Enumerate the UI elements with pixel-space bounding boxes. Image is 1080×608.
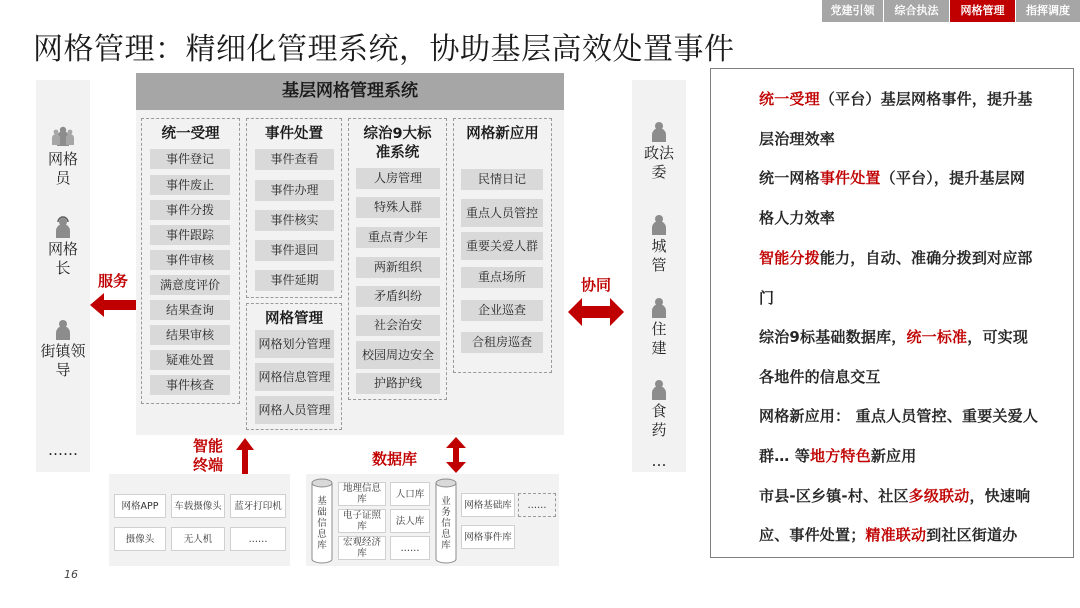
basic-db-label: 基础信息库 bbox=[317, 496, 327, 551]
role-political-legal bbox=[636, 120, 682, 182]
role-label-line2: 建 bbox=[651, 339, 667, 357]
terminal-camera[interactable]: 摄像头 bbox=[114, 527, 166, 551]
text-line-3: 统一网格事件处置（平台），提升基层网 bbox=[759, 169, 1026, 187]
item-public-security[interactable]: 社会治安 bbox=[356, 315, 440, 336]
text-line-12: 应、事件处置；精准联动到社区街道办 bbox=[759, 526, 1018, 544]
db-basic-more: …… bbox=[390, 536, 430, 560]
item-grid-division[interactable]: 网格划分管理 bbox=[255, 330, 334, 358]
db-population[interactable]: 人口库 bbox=[390, 482, 430, 506]
person-icon bbox=[649, 378, 669, 400]
top-nav bbox=[822, 0, 1080, 22]
item-campus-safety[interactable]: 校园周边安全 bbox=[356, 341, 440, 369]
item-enterprise-patrol[interactable]: 企业巡查 bbox=[461, 300, 543, 321]
item-event-register[interactable]: 事件登记 bbox=[150, 149, 230, 169]
terminal-bluetooth-printer[interactable]: 蓝牙打印机 bbox=[230, 494, 286, 518]
column-title: 统一受理 bbox=[161, 126, 220, 142]
system-header: 基层网格管理系统 bbox=[136, 73, 564, 110]
item-road-protection[interactable]: 护路护线 bbox=[356, 373, 440, 394]
item-shared-housing-patrol[interactable]: 合租房巡查 bbox=[461, 332, 543, 353]
page-title: 网格管理：精细化管理系统，协助基层高效处置事件 bbox=[33, 32, 735, 67]
headset-person-icon bbox=[53, 216, 73, 238]
item-housing[interactable]: 人房管理 bbox=[356, 168, 440, 189]
item-special-groups[interactable]: 特殊人群 bbox=[356, 197, 440, 218]
role-label-line1: 网格 bbox=[47, 240, 78, 258]
coop-label: 协同 bbox=[581, 276, 612, 294]
item-grid-info[interactable]: 网格信息管理 bbox=[255, 363, 334, 391]
text-line-7: 综治9标基础数据库，统一标准，可实现 bbox=[759, 328, 1029, 346]
column-title: 网格管理 bbox=[265, 311, 323, 327]
terminal-grid-app[interactable]: 网格APP bbox=[114, 494, 166, 518]
column-title: 网格新应用 bbox=[466, 126, 539, 142]
left-arrow-icon bbox=[90, 293, 136, 317]
person-icon bbox=[649, 213, 669, 235]
left-ellipsis: …… bbox=[48, 441, 78, 459]
terminals-panel bbox=[109, 474, 290, 566]
role-town-leader bbox=[36, 318, 90, 380]
item-event-abolish[interactable]: 事件废止 bbox=[150, 175, 230, 195]
role-label-line1: 网格 bbox=[47, 150, 78, 168]
text-line-1: 统一受理（平台）基层网格事件，提升基 bbox=[759, 90, 1033, 108]
item-key-places[interactable]: 重点场所 bbox=[461, 267, 543, 288]
role-label-line2: 长 bbox=[55, 259, 71, 277]
item-disputes[interactable]: 矛盾纠纷 bbox=[356, 286, 440, 307]
item-key-youth[interactable]: 重点青少年 bbox=[356, 227, 440, 248]
text-line-5: 智能分拨能力，自动、准确分拨到对应部 bbox=[759, 249, 1033, 267]
column-title-line2: 准系统 bbox=[375, 145, 420, 161]
db-geo-info[interactable]: 地理信息库 bbox=[338, 482, 386, 506]
nav-tab-party[interactable]: 党建引领 bbox=[822, 0, 884, 22]
right-ellipsis: … bbox=[651, 452, 667, 470]
item-difficult-handling[interactable]: 疑难处置 bbox=[150, 350, 230, 370]
db-grid-events[interactable]: 网格事件库 bbox=[461, 525, 515, 549]
item-event-review[interactable]: 事件审核 bbox=[150, 250, 230, 270]
updown-arrow-icon bbox=[446, 437, 466, 473]
db-macro-economy[interactable]: 宏观经济库 bbox=[338, 536, 386, 560]
role-label-line1: 食 bbox=[651, 402, 667, 420]
text-line-6: 门 bbox=[759, 289, 775, 307]
item-event-view[interactable]: 事件查看 bbox=[255, 149, 334, 170]
page-number: 16 bbox=[64, 568, 78, 581]
terminal-drone[interactable]: 无人机 bbox=[171, 527, 225, 551]
terminal-vehicle-camera[interactable]: 车载摄像头 bbox=[171, 494, 225, 518]
role-label-line1: 住 bbox=[651, 320, 667, 338]
role-label-line1: 城 bbox=[651, 237, 667, 255]
item-result-review[interactable]: 结果审核 bbox=[150, 325, 230, 345]
role-urban-management bbox=[636, 213, 682, 275]
role-label-line2: 导 bbox=[55, 361, 71, 379]
db-e-license[interactable]: 电子证照库 bbox=[338, 509, 386, 533]
text-line-11: 市县-区乡镇-村、社区多级联动，快速响 bbox=[759, 487, 1031, 505]
role-label-line1: 街镇领 bbox=[40, 342, 86, 360]
item-event-check[interactable]: 事件核实 bbox=[255, 210, 334, 231]
item-public-diary[interactable]: 民情日记 bbox=[461, 169, 543, 190]
smart-terminal-line1: 智能 bbox=[193, 437, 224, 455]
smart-terminal-line2: 终端 bbox=[193, 456, 224, 474]
item-satisfaction[interactable]: 满意度评价 bbox=[150, 275, 230, 295]
group-people-icon bbox=[51, 124, 75, 148]
role-housing-construction bbox=[636, 296, 682, 358]
business-db-label: 业务信息库 bbox=[441, 496, 451, 551]
nav-tab-grid[interactable]: 网格管理 bbox=[950, 0, 1016, 22]
smart-terminal-label bbox=[193, 437, 223, 475]
item-care-groups[interactable]: 重要关爱人群 bbox=[461, 232, 543, 260]
double-arrow-icon bbox=[568, 298, 624, 326]
database-label: 数据库 bbox=[372, 450, 418, 468]
role-label-line2: 管 bbox=[651, 256, 667, 274]
db-legal-person[interactable]: 法人库 bbox=[390, 509, 430, 533]
item-result-query[interactable]: 结果查询 bbox=[150, 300, 230, 320]
text-line-2: 层治理效率 bbox=[759, 130, 836, 148]
role-label-line1: 政法 bbox=[643, 144, 674, 162]
person-icon bbox=[649, 296, 669, 318]
role-label-line2: 员 bbox=[55, 169, 71, 187]
up-arrow-icon bbox=[236, 438, 254, 474]
item-event-process[interactable]: 事件办理 bbox=[255, 180, 334, 201]
text-line-9: 网格新应用： 重点人员管控、重要关爱人 bbox=[759, 407, 1039, 425]
text-line-8: 各地件的信息交互 bbox=[759, 368, 881, 386]
item-two-new-orgs[interactable]: 两新组织 bbox=[356, 257, 440, 278]
service-label: 服务 bbox=[98, 272, 129, 290]
role-food-drug bbox=[636, 378, 682, 440]
description-panel bbox=[710, 68, 1074, 558]
item-event-dispatch[interactable]: 事件分拨 bbox=[150, 200, 230, 220]
text-line-4: 格人力效率 bbox=[759, 209, 836, 227]
db-business-more: …… bbox=[518, 493, 556, 517]
text-line-10: 群… 等地方特色新应用 bbox=[759, 447, 917, 465]
person-icon bbox=[53, 318, 73, 340]
db-grid-basic[interactable]: 网格基础库 bbox=[461, 493, 515, 517]
role-grid-member bbox=[40, 124, 86, 188]
role-label-line2: 委 bbox=[651, 163, 667, 181]
role-grid-leader bbox=[40, 216, 86, 278]
item-grid-staff[interactable]: 网格人员管理 bbox=[255, 396, 334, 424]
item-key-person-control[interactable]: 重点人员管控 bbox=[461, 199, 543, 227]
nav-tab-enforcement[interactable]: 综合执法 bbox=[884, 0, 950, 22]
item-event-verify[interactable]: 事件核查 bbox=[150, 375, 230, 395]
role-label-line2: 药 bbox=[651, 421, 667, 439]
column-title-line1: 综治9大标 bbox=[363, 126, 432, 142]
column-title: 事件处置 bbox=[265, 126, 323, 142]
item-event-return[interactable]: 事件退回 bbox=[255, 240, 334, 261]
item-event-track[interactable]: 事件跟踪 bbox=[150, 225, 230, 245]
person-icon bbox=[649, 120, 669, 142]
item-event-extend[interactable]: 事件延期 bbox=[255, 270, 334, 291]
terminal-more: …… bbox=[230, 527, 286, 551]
nav-tab-dispatch[interactable]: 指挥调度 bbox=[1016, 0, 1080, 22]
